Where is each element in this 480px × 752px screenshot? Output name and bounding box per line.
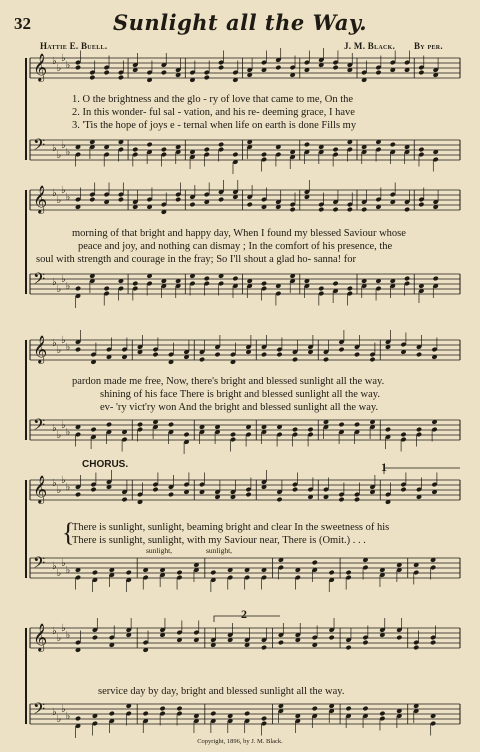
chorus-brace: { — [62, 518, 75, 547]
flat-sign: ♭ — [61, 558, 66, 569]
flat-sign: ♭ — [52, 707, 57, 718]
flat-sign: ♭ — [56, 568, 62, 579]
treble-clef: 𝄞 — [33, 185, 48, 213]
note-head — [362, 640, 368, 646]
note-head — [329, 635, 335, 641]
note-head — [312, 706, 318, 712]
bass-clef: 𝄢 — [33, 416, 46, 438]
first-ending-bracket — [384, 468, 460, 474]
verse-3-line-2: soul with strength and courage in the fray; So I'll shout a glad ho- sanna! for — [36, 254, 357, 265]
note-head — [146, 142, 152, 148]
note-head — [318, 207, 324, 213]
note-head — [261, 716, 267, 722]
flat-sign: ♭ — [52, 143, 57, 154]
note-head — [89, 75, 95, 81]
note-head — [247, 202, 253, 208]
note-head — [261, 152, 267, 158]
note-head — [347, 207, 353, 213]
note-head — [404, 276, 410, 282]
note-head — [332, 147, 338, 153]
note-head — [132, 281, 138, 287]
flat-sign: ♭ — [56, 150, 62, 161]
verse-1-line-3: pardon made me free, Now, there's bright and blessed sunlight all the way. — [72, 376, 385, 387]
bass-clef: 𝄢 — [33, 554, 46, 576]
note-head — [332, 207, 338, 213]
flat-sign: ♭ — [65, 482, 71, 493]
flat-sign: ♭ — [56, 345, 62, 356]
note-head — [416, 352, 422, 358]
note-head — [276, 497, 282, 503]
flat-sign: ♭ — [61, 140, 66, 151]
note-head — [126, 570, 132, 576]
note-head — [175, 197, 181, 203]
note-head — [152, 352, 158, 358]
note-head — [210, 570, 216, 576]
chorus-line-1: There is sunlight, sunlight, beaming bright and clear In the sweetness of his — [72, 522, 390, 533]
note-head — [338, 497, 344, 503]
note-head — [92, 635, 98, 641]
note-head — [332, 65, 338, 71]
note-head — [214, 352, 220, 358]
flat-sign: ♭ — [56, 284, 62, 295]
note-head — [354, 497, 360, 503]
note-head — [118, 75, 124, 81]
note-head — [168, 492, 174, 498]
treble-clef: 𝄞 — [33, 335, 48, 363]
note-head — [354, 352, 360, 358]
note-head — [103, 70, 109, 76]
bass-clef: 𝄢 — [33, 700, 46, 722]
note-head — [90, 487, 96, 493]
note-head — [161, 70, 167, 76]
flat-sign: ♭ — [52, 338, 57, 349]
verse-1-line-2: morning of that bright and happy day, When I found my blessed Saviour whose — [72, 228, 406, 239]
note-head — [361, 207, 367, 213]
note-head — [354, 422, 360, 428]
note-head — [400, 432, 406, 438]
note-head — [159, 706, 165, 712]
echo-sunlight-1: sunlight, — [146, 546, 173, 555]
permission-note: By per. — [414, 41, 443, 51]
note-head — [121, 497, 127, 503]
note-head — [375, 70, 381, 76]
note-head — [345, 645, 351, 651]
note-head — [430, 640, 436, 646]
note-head — [332, 281, 338, 287]
note-head — [218, 142, 224, 148]
echo-sunlight-2: sunlight, — [206, 546, 233, 555]
note-head — [106, 422, 112, 428]
flat-sign: ♭ — [61, 475, 66, 486]
note-head — [347, 286, 353, 292]
flat-sign: ♭ — [52, 626, 57, 637]
note-head — [204, 147, 210, 153]
note-head — [232, 276, 238, 282]
verse-1-line-1: 1. O the brightness and the glo - ry of love that came to me, On the — [72, 94, 354, 105]
flat-sign: ♭ — [56, 633, 62, 644]
note-head — [261, 281, 267, 287]
note-head — [385, 427, 391, 433]
note-head — [413, 645, 419, 651]
flat-sign: ♭ — [52, 561, 57, 572]
note-head — [75, 65, 81, 71]
note-head — [204, 276, 210, 282]
second-ending-number: 2 — [241, 607, 247, 621]
chorus-line-2: There is sunlight, sunlight, with my Saviour near, There is (Omit.) . . . — [72, 535, 366, 546]
note-head — [307, 427, 313, 433]
note-head — [92, 570, 98, 576]
note-head — [230, 432, 236, 438]
note-head — [75, 716, 81, 722]
note-head — [143, 711, 149, 717]
note-head — [244, 711, 250, 717]
note-head — [323, 357, 329, 363]
note-head — [433, 276, 439, 282]
page-number: 32 — [14, 14, 31, 33]
first-ending-number: 1 — [381, 460, 387, 474]
note-head — [345, 570, 351, 576]
note-head — [304, 142, 310, 148]
flat-sign: ♭ — [61, 420, 66, 431]
note-head — [338, 347, 344, 353]
flat-sign: ♭ — [65, 147, 71, 158]
note-head — [232, 152, 238, 158]
note-head — [118, 197, 124, 203]
treble-clef: 𝄞 — [33, 623, 48, 651]
composer-credit: J. M. Black. — [344, 41, 396, 51]
verse-2-line-1: 2. In this wonder- ful sal - vation, and his re- deeming grace, I have — [72, 107, 355, 118]
note-head — [75, 286, 81, 292]
flat-sign: ♭ — [65, 281, 71, 292]
flat-sign: ♭ — [61, 274, 66, 285]
note-head — [338, 422, 344, 428]
note-head — [345, 706, 351, 712]
flat-sign: ♭ — [65, 427, 71, 438]
note-head — [199, 357, 205, 363]
note-head — [75, 347, 81, 353]
flat-sign: ♭ — [65, 342, 71, 353]
copyright-notice: Copyright, 1896, by J. M. Black. — [197, 738, 283, 745]
flat-sign: ♭ — [56, 714, 62, 725]
note-head — [292, 487, 298, 493]
verse-3-line-3: ev- 'ry vict'ry won And the bright and blessed sunlight all the way. — [100, 402, 379, 413]
note-head — [109, 711, 115, 717]
flat-sign: ♭ — [61, 53, 66, 64]
note-head — [289, 207, 295, 213]
note-head — [183, 432, 189, 438]
author-credit: Hattie E. Buell. — [40, 41, 108, 51]
note-head — [369, 357, 375, 363]
note-head — [416, 427, 422, 433]
note-head — [261, 352, 267, 358]
note-head — [176, 706, 182, 712]
treble-clef: 𝄞 — [33, 53, 48, 81]
note-head — [312, 560, 318, 566]
note-head — [168, 422, 174, 428]
note-head — [89, 197, 95, 203]
flat-sign: ♭ — [52, 277, 57, 288]
verse-2-line-3: shining of his face There is bright and blessed sunlight all the way. — [100, 389, 380, 400]
note-head — [379, 711, 385, 717]
flat-sign: ♭ — [65, 630, 71, 641]
note-head — [318, 286, 324, 292]
note-head — [396, 635, 402, 641]
flat-sign: ♭ — [52, 56, 57, 67]
note-head — [161, 147, 167, 153]
flat-sign: ♭ — [65, 565, 71, 576]
note-head — [418, 147, 424, 153]
hymn-title: Sunlight all the Way. — [112, 10, 368, 35]
note-head — [404, 207, 410, 213]
flat-sign: ♭ — [56, 63, 62, 74]
note-head — [189, 202, 195, 208]
bass-clef: 𝄢 — [33, 136, 46, 158]
note-head — [276, 352, 282, 358]
note-head — [245, 492, 251, 498]
note-head — [390, 142, 396, 148]
note-head — [90, 427, 96, 433]
note-head — [278, 640, 284, 646]
note-head — [218, 65, 224, 71]
chorus-label: CHORUS. — [82, 459, 129, 470]
note-head — [137, 422, 143, 428]
note-head — [210, 711, 216, 717]
flat-sign: ♭ — [56, 485, 62, 496]
chorus-line-3: service day by day, bright and blessed sunlight all the way. — [98, 686, 345, 697]
note-head — [362, 706, 368, 712]
verse-2-line-2: peace and joy, and nothing can dismay ; In the comfort of his presence, the — [78, 241, 393, 252]
note-head — [261, 645, 267, 651]
note-head — [329, 570, 335, 576]
flat-sign: ♭ — [52, 423, 57, 434]
flat-sign: ♭ — [61, 623, 66, 634]
flat-sign: ♭ — [65, 60, 71, 71]
note-head — [400, 487, 406, 493]
flat-sign: ♭ — [56, 430, 62, 441]
note-head — [275, 65, 281, 71]
verse-3-line-1: 3. 'Tis the hope of joys e - ternal when life on earth is done Fills my — [72, 120, 357, 131]
note-head — [204, 75, 210, 81]
note-head — [152, 487, 158, 493]
note-head — [176, 570, 182, 576]
note-head — [103, 286, 109, 292]
flat-sign: ♭ — [61, 704, 66, 715]
note-head — [292, 427, 298, 433]
treble-clef: 𝄞 — [33, 475, 48, 503]
flat-sign: ♭ — [65, 192, 71, 203]
flat-sign: ♭ — [52, 478, 57, 489]
note-head — [292, 357, 298, 363]
note-head — [132, 147, 138, 153]
flat-sign: ♭ — [61, 335, 66, 346]
note-head — [218, 197, 224, 203]
bass-clef: 𝄢 — [33, 270, 46, 292]
note-head — [418, 70, 424, 76]
flat-sign: ♭ — [61, 185, 66, 196]
flat-sign: ♭ — [56, 195, 62, 206]
note-head — [75, 492, 81, 498]
flat-sign: ♭ — [52, 188, 57, 199]
flat-sign: ♭ — [65, 711, 71, 722]
second-ending-bracket — [214, 616, 280, 622]
note-head — [418, 202, 424, 208]
